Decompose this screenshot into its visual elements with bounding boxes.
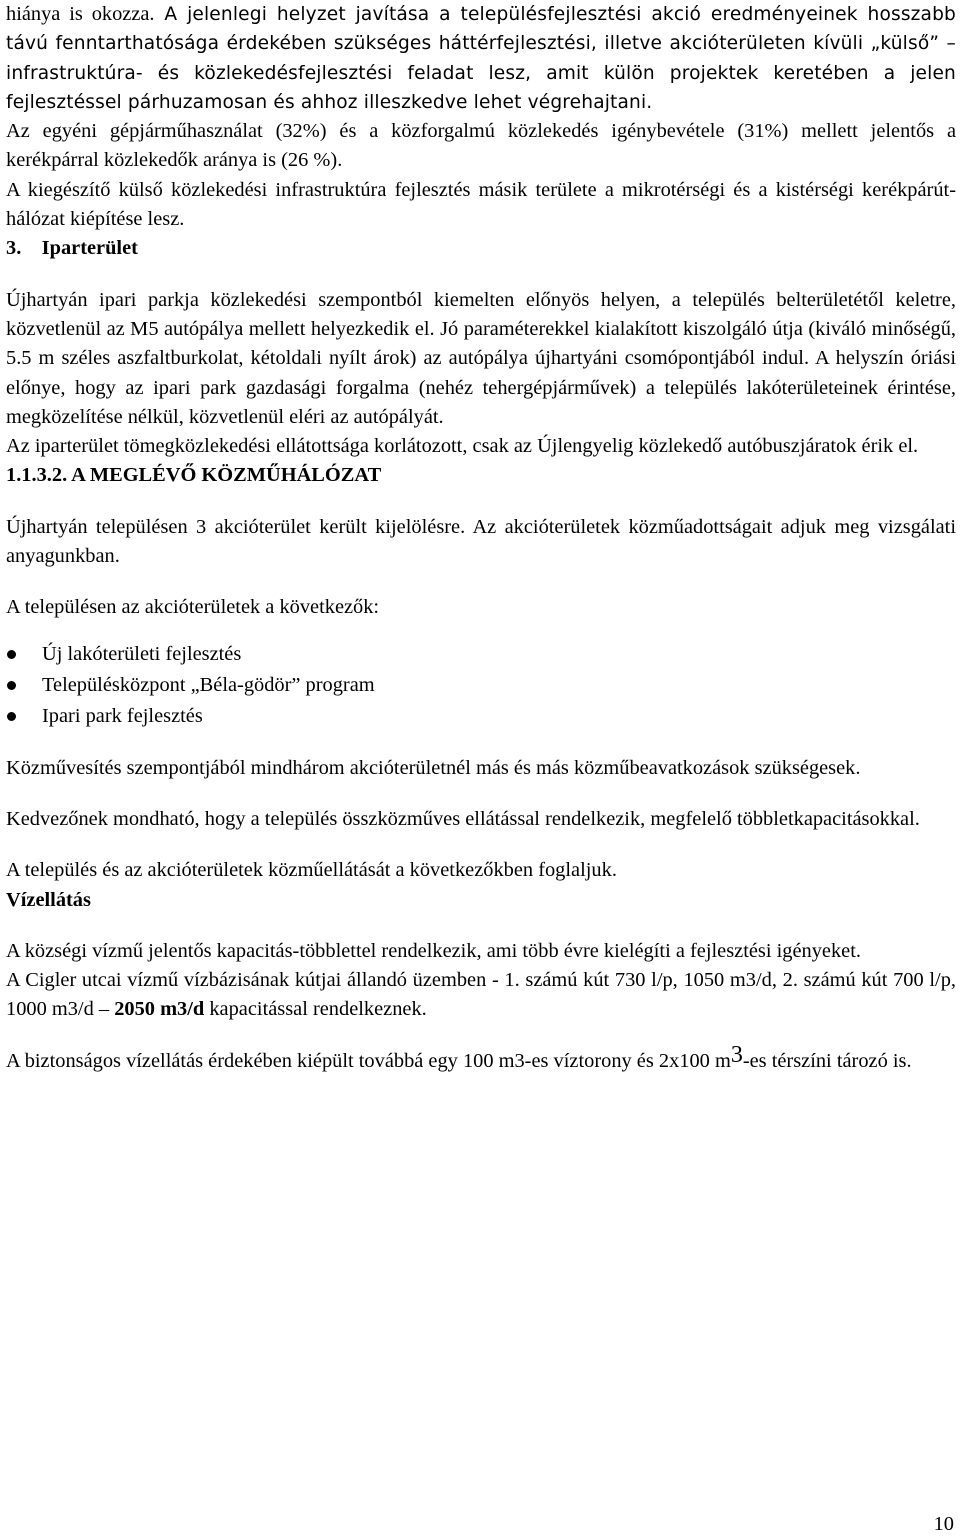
utility-interventions-paragraph: Közművesítés szempontjából mindhárom akcióterületnél más és más közműbeavatkozások szükségesek.: [6, 756, 861, 779]
action-areas-paragraph: Újhartyán településen 3 akcióterület került kijelölésre. Az akcióterületek közműadottságait adjuk meg vizsgálati anyagunkban.: [6, 515, 956, 568]
bullet-icon: [7, 650, 16, 659]
list-item-text: Településközpont „Béla-gödör” program: [42, 673, 375, 696]
utilities-heading: 1.1.3.2. A MEGLÉVŐ KÖZMŰHÁLÓZAT: [6, 464, 382, 487]
industrial-park-paragraph: Újhartyán ipari parkja közlekedési szempontból kiemelten előnyös helyen, a település belterületétől keletre, közvetlenül az M5 autópálya mellett helyezkedik el. Jó paraméterekkel kialakított kiszolgáló útja (kiváló minőségű, 5.5 m széles aszfaltburkolat, kétoldali nyílt árok) az autópálya újhartyáni csomópontjából indul. A helyszín óriási előnye, hogy az ipari park gazdasági forgalma (nehéz tehergépjárművek) a település lakóterületeinek érintése, megközelítése nélkül, közvetlenül eléri az autópályát.: [6, 288, 956, 428]
transport-share-paragraph: Az egyéni gépjárműhasználat (32%) és a közforgalmú közlekedés igénybevétele (31%) mellett jelentős a kerékpárral közlekedők aránya is (26 %).: [6, 120, 956, 172]
water-supply-heading: Vízellátás: [6, 888, 91, 911]
intro-paragraph: [6, 0, 956, 117]
section-3-heading: 3. Iparterület: [6, 237, 138, 260]
wells-paragraph: [6, 966, 956, 1025]
waterworks-capacity-paragraph: A községi vízmű jelentős kapacitás-többlettel rendelkezik, ami több évre kielégíti a fejlesztési igényeket.: [6, 939, 861, 962]
list-item: [6, 701, 956, 732]
water-tower-text-end: -es térszíni tározó is.: [742, 1049, 912, 1072]
document-page: [6, 0, 956, 1076]
wells-text: A Cigler utcai vízmű vízbázisának kútjai állandó üzemben - 1. számú kút 730 l/p, 1050 m3/d, 2. számú kút 700 l/p, 1000 m3/d –: [6, 969, 956, 1021]
utility-summary-paragraph: A település és az akcióterületek közműellátását a következőkben foglaljuk.: [6, 859, 617, 882]
page-number: 10: [933, 1513, 954, 1535]
list-item: [6, 639, 956, 670]
list-item: [6, 670, 956, 701]
list-item-text: Új lakóterületi fejlesztés: [42, 642, 242, 665]
intro-continuation-text: A jelenlegi helyzet javítása a településfejlesztési akció eredményeinek hosszabb távú fenntarthatósága érdekében szükséges háttérfejlesztési, illetve akcióterületen kívüli „külső” – infrastruktúra- és közlekedésfejlesztési feladat lesz, amit külön projektek keretében a jelen fejlesztéssel párhuzamosan és ahhoz illeszkedve lehet végrehajtani.: [6, 4, 957, 113]
public-transport-paragraph: Az iparterület tömegközlekedési ellátottsága korlátozott, csak az Újlengyelig közlekedő autóbuszjáratok érik el.: [6, 435, 919, 458]
cycle-network-paragraph: A kiegészítő külső közlekedési infrastruktúra fejlesztés másik területe a mikrotérségi és a kistérségi kerékpárút-hálózat kiépítése lesz.: [6, 178, 956, 231]
action-areas-list: [6, 639, 956, 732]
intro-lead-text: hiánya is okozza.: [6, 3, 155, 25]
superscript-3: 3: [730, 1041, 743, 1068]
water-tower-paragraph: [6, 1041, 956, 1076]
bullet-icon: [7, 681, 16, 690]
total-capacity-value: 2050 m3/d: [114, 998, 205, 1021]
full-utility-paragraph: Kedvezőnek mondható, hogy a település összközműves ellátással rendelkezik, megfelelő többletkapacitásokkal.: [6, 807, 920, 830]
wells-text-end: kapacitással rendelkeznek.: [204, 998, 427, 1021]
water-tower-text: A biztonságos vízellátás érdekében kiépült továbbá egy 100 m3-es víztorony és 2x100 m: [6, 1049, 731, 1072]
action-areas-intro: A településen az akcióterületek a következők:: [6, 596, 380, 619]
bullet-icon: [7, 712, 16, 721]
list-item-text: Ipari park fejlesztés: [42, 704, 203, 727]
